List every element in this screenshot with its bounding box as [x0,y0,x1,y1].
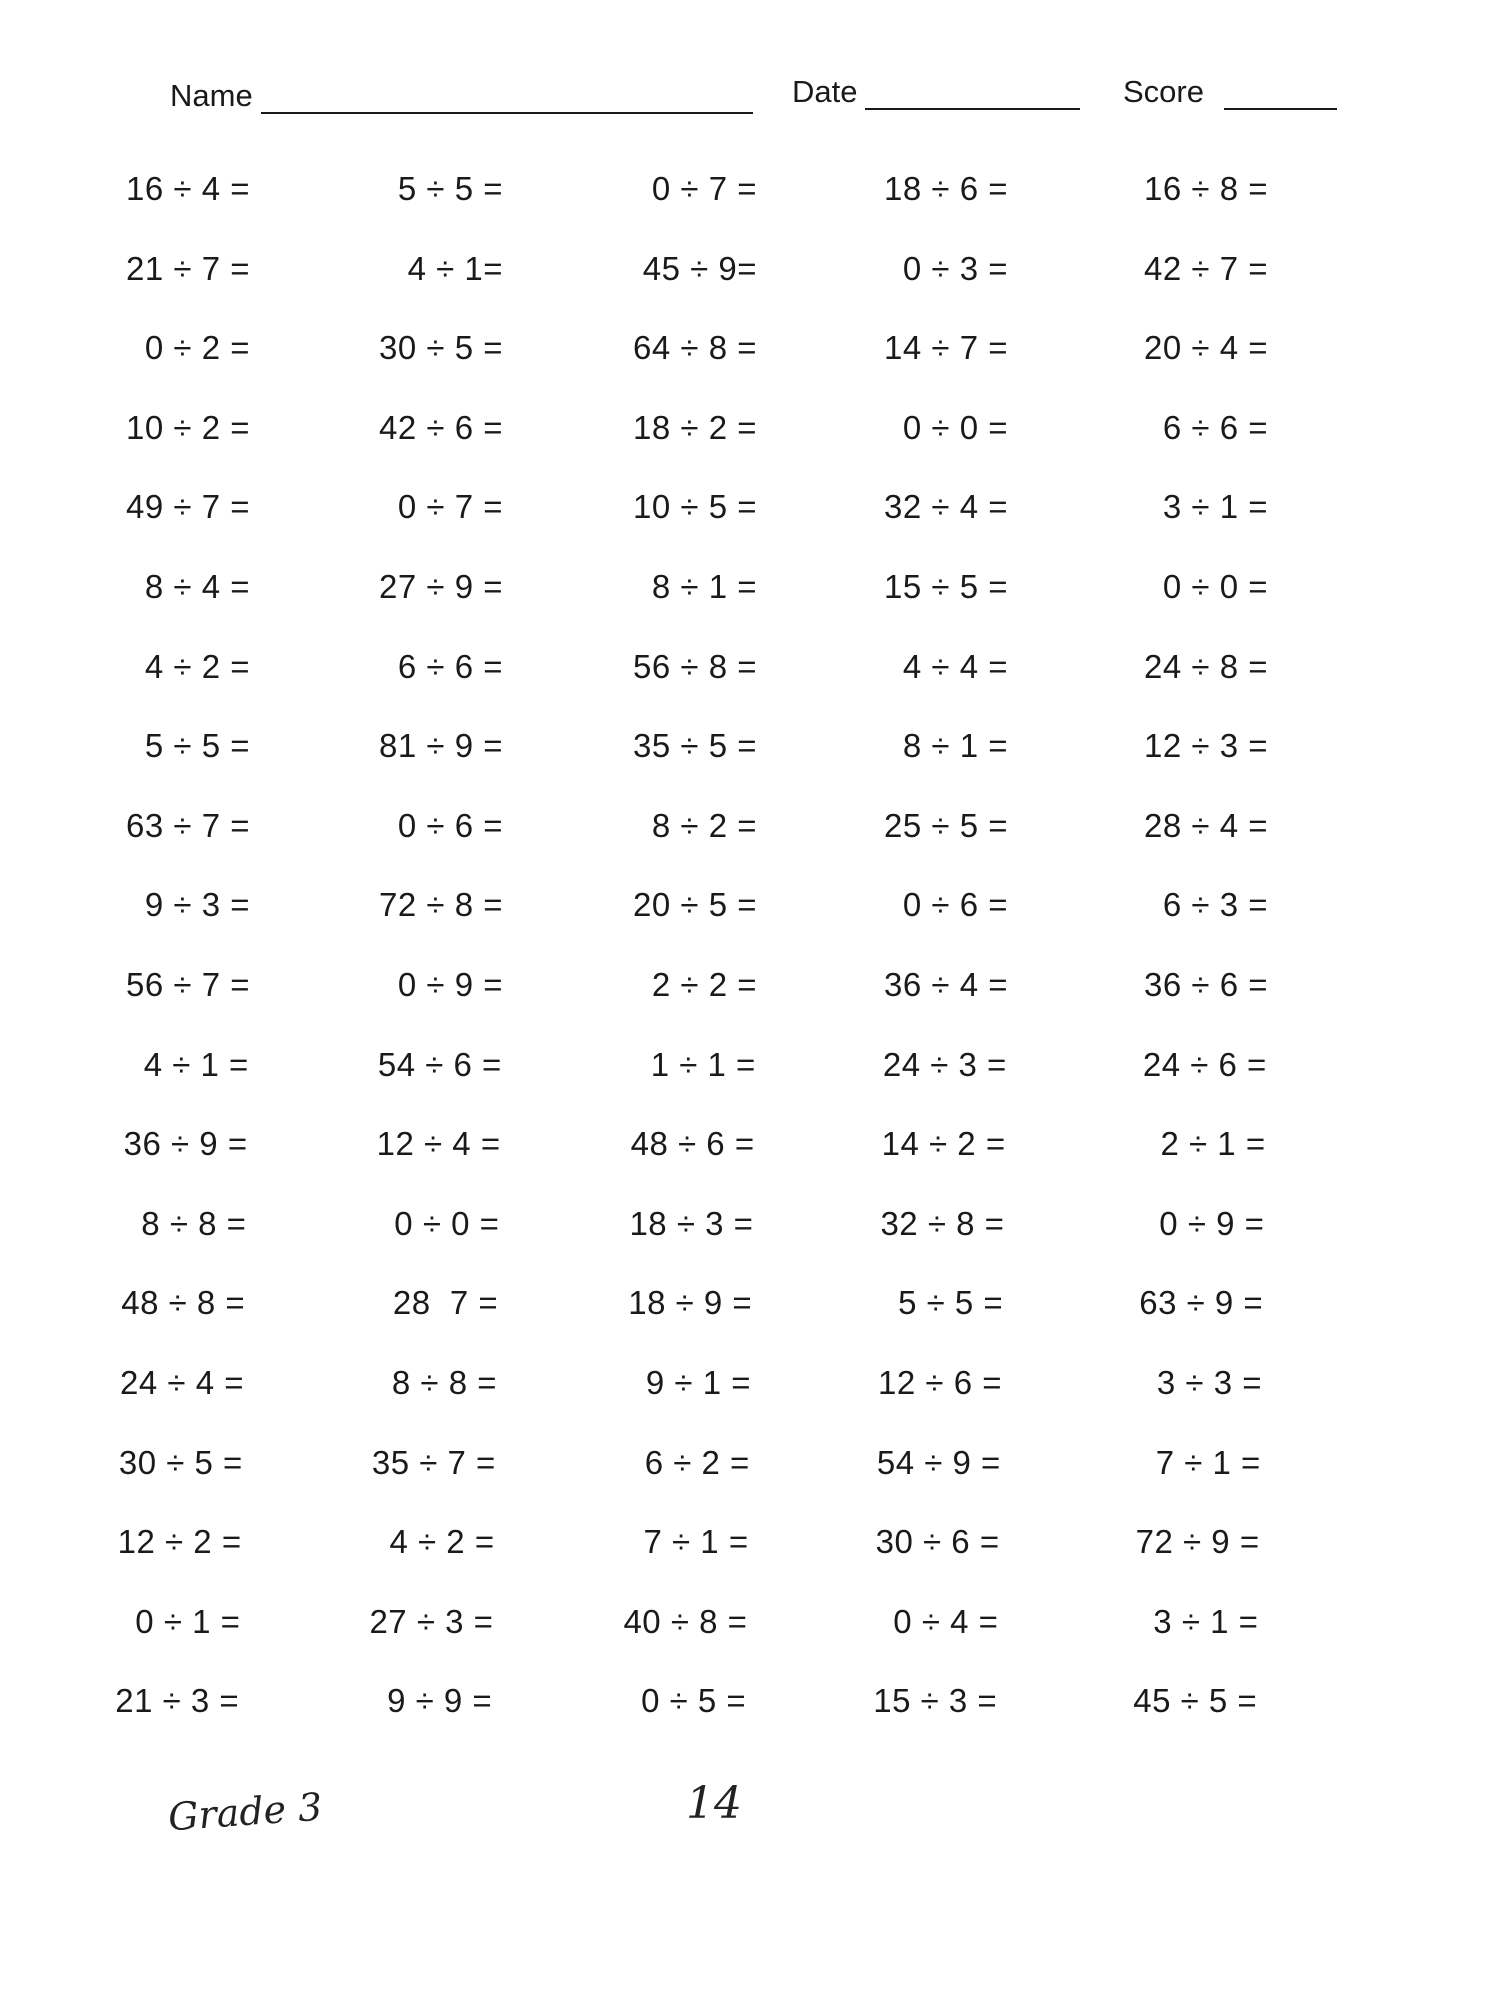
date-label: Date [792,74,858,109]
problem-r14-c5: 0 ÷ 9 = [1159,1204,1265,1242]
problem-r6-c2: 27 ÷ 9 = [379,568,503,605]
problem-r11-c3: 2 ÷ 2 = [651,966,757,1003]
problem-r12-c2: 54 ÷ 6 = [377,1045,502,1083]
problem-r12-c5: 24 ÷ 6 = [1142,1045,1267,1083]
problem-r15-c5: 63 ÷ 9 = [1139,1284,1264,1322]
problem-r17-c2: 35 ÷ 7 = [371,1443,496,1481]
problem-r15-c2: 28 7 = [392,1284,499,1322]
problem-r11-c5: 36 ÷ 6 = [1144,966,1268,1003]
problem-r7-c5: 24 ÷ 8 = [1144,647,1268,685]
problem-r1-c5: 16 ÷ 8 = [1144,170,1268,207]
problem-r4-c3: 18 ÷ 2 = [633,408,757,446]
problem-r18-c1: 12 ÷ 2 = [117,1523,242,1561]
problem-r8-c3: 35 ÷ 5 = [633,727,757,765]
problem-r7-c4: 4 ÷ 4 = [902,647,1008,685]
problem-r16-c2: 8 ÷ 8 = [391,1364,497,1401]
problem-r20-c2: 9 ÷ 9 = [387,1682,493,1720]
name-label: Name [170,78,253,113]
problem-r6-c3: 8 ÷ 1 = [651,568,757,605]
problem-r5-c2: 0 ÷ 7 = [397,488,503,526]
problem-r5-c5: 3 ÷ 1 = [1162,488,1268,526]
problem-r4-c4: 0 ÷ 0 = [902,408,1008,446]
problem-r14-c2: 0 ÷ 0 = [394,1204,500,1242]
problem-r19-c5: 3 ÷ 1 = [1153,1602,1259,1640]
problem-r10-c2: 72 ÷ 8 = [379,886,503,924]
problem-r9-c4: 25 ÷ 5 = [884,806,1008,844]
problem-r19-c1: 0 ÷ 1 = [135,1602,241,1640]
problem-r3-c1: 0 ÷ 2 = [144,329,250,367]
problem-r18-c4: 30 ÷ 6 = [875,1523,1000,1561]
problem-r13-c5: 2 ÷ 1 = [1160,1125,1266,1163]
problem-r11-c4: 36 ÷ 4 = [884,966,1008,1003]
problem-r19-c3: 40 ÷ 8 = [623,1602,748,1640]
problem-r17-c5: 7 ÷ 1 = [1155,1443,1261,1481]
problem-r13-c1: 36 ÷ 9 = [123,1125,248,1163]
problem-r16-c5: 3 ÷ 3 = [1156,1364,1262,1401]
problem-r9-c1: 63 ÷ 7 = [126,806,250,844]
problem-r14-c4: 32 ÷ 8 = [880,1204,1005,1242]
problem-r1-c1: 16 ÷ 4 = [126,170,250,207]
problem-r7-c1: 4 ÷ 2 = [144,647,250,685]
problem-r18-c5: 72 ÷ 9 = [1135,1523,1260,1561]
problem-r14-c1: 8 ÷ 8 = [141,1204,247,1242]
problem-r20-c1: 21 ÷ 3 = [115,1682,240,1720]
problem-r3-c2: 30 ÷ 5 = [379,329,503,367]
score-label: Score [1123,74,1204,109]
problem-r5-c4: 32 ÷ 4 = [884,488,1008,526]
problem-r16-c3: 9 ÷ 1 = [645,1364,751,1401]
problem-r19-c4: 0 ÷ 4 = [893,1602,999,1640]
problem-r15-c3: 18 ÷ 9 = [628,1284,753,1322]
problem-r6-c5: 0 ÷ 0 = [1162,568,1268,605]
problem-r1-c4: 18 ÷ 6 = [884,170,1008,207]
problem-r13-c2: 12 ÷ 4 = [376,1125,501,1163]
problem-r12-c4: 24 ÷ 3 = [882,1045,1007,1083]
problem-r7-c3: 56 ÷ 8 = [633,647,757,685]
problem-r2-c3: 45 ÷ 9= [642,249,757,287]
problem-r4-c2: 42 ÷ 6 = [379,408,503,446]
problem-r18-c2: 4 ÷ 2 = [389,1523,495,1561]
problem-r10-c3: 20 ÷ 5 = [633,886,757,924]
problem-r3-c3: 64 ÷ 8 = [633,329,757,367]
problem-r16-c1: 24 ÷ 4 = [120,1364,244,1401]
problem-r8-c5: 12 ÷ 3 = [1144,727,1268,765]
problem-r10-c1: 9 ÷ 3 = [144,886,250,924]
problem-r5-c1: 49 ÷ 7 = [126,488,250,526]
problem-r9-c2: 0 ÷ 6 = [397,806,503,844]
problem-r8-c1: 5 ÷ 5 = [144,727,250,765]
problem-r13-c3: 48 ÷ 6 = [630,1125,755,1163]
problem-r2-c5: 42 ÷ 7 = [1144,249,1268,287]
problem-r4-c5: 6 ÷ 6 = [1162,408,1268,446]
handwritten-grade-note: Grade 3 [166,1784,324,1840]
problem-r2-c1: 21 ÷ 7 = [126,249,250,287]
problem-r13-c4: 14 ÷ 2 = [881,1125,1006,1163]
problem-r17-c3: 6 ÷ 2 = [644,1443,750,1481]
problem-r8-c2: 81 ÷ 9 = [379,727,503,765]
problem-r11-c1: 56 ÷ 7 = [126,966,250,1003]
problem-r3-c5: 20 ÷ 4 = [1144,329,1268,367]
problem-r19-c2: 27 ÷ 3 = [369,1602,494,1640]
problem-r3-c4: 14 ÷ 7 = [884,329,1008,367]
problem-r9-c5: 28 ÷ 4 = [1144,806,1268,844]
problem-r15-c4: 5 ÷ 5 = [898,1284,1004,1322]
problem-r7-c2: 6 ÷ 6 = [397,647,503,685]
problem-r1-c3: 0 ÷ 7 = [651,170,757,207]
problem-r6-c4: 15 ÷ 5 = [884,568,1008,605]
problem-r10-c4: 0 ÷ 6 = [902,886,1008,924]
problem-r17-c4: 54 ÷ 9 = [876,1443,1001,1481]
problem-r12-c3: 1 ÷ 1 = [650,1045,756,1083]
problem-r5-c3: 10 ÷ 5 = [633,488,757,526]
problem-r20-c4: 15 ÷ 3 = [873,1682,998,1720]
handwritten-page-number: 14 [686,1778,742,1829]
problem-r9-c3: 8 ÷ 2 = [651,806,757,844]
problem-r14-c3: 18 ÷ 3 = [629,1204,754,1242]
problem-r8-c4: 8 ÷ 1 = [902,727,1008,765]
problem-r15-c1: 48 ÷ 8 = [121,1284,246,1322]
problem-r17-c1: 30 ÷ 5 = [118,1443,243,1481]
problem-r10-c5: 6 ÷ 3 = [1162,886,1268,924]
problem-r20-c3: 0 ÷ 5 = [641,1682,747,1720]
problem-r2-c2: 4 ÷ 1= [407,249,503,287]
problem-r4-c1: 10 ÷ 2 = [126,408,250,446]
problem-r11-c2: 0 ÷ 9 = [397,966,503,1003]
problem-r12-c1: 4 ÷ 1 = [143,1045,249,1083]
problem-r2-c4: 0 ÷ 3 = [902,249,1008,287]
problem-r6-c1: 8 ÷ 4 = [144,568,250,605]
problem-r16-c4: 12 ÷ 6 = [878,1364,1002,1401]
problem-r18-c3: 7 ÷ 1 = [643,1523,749,1561]
problem-r1-c2: 5 ÷ 5 = [397,170,503,207]
problem-r20-c5: 45 ÷ 5 = [1133,1682,1258,1720]
